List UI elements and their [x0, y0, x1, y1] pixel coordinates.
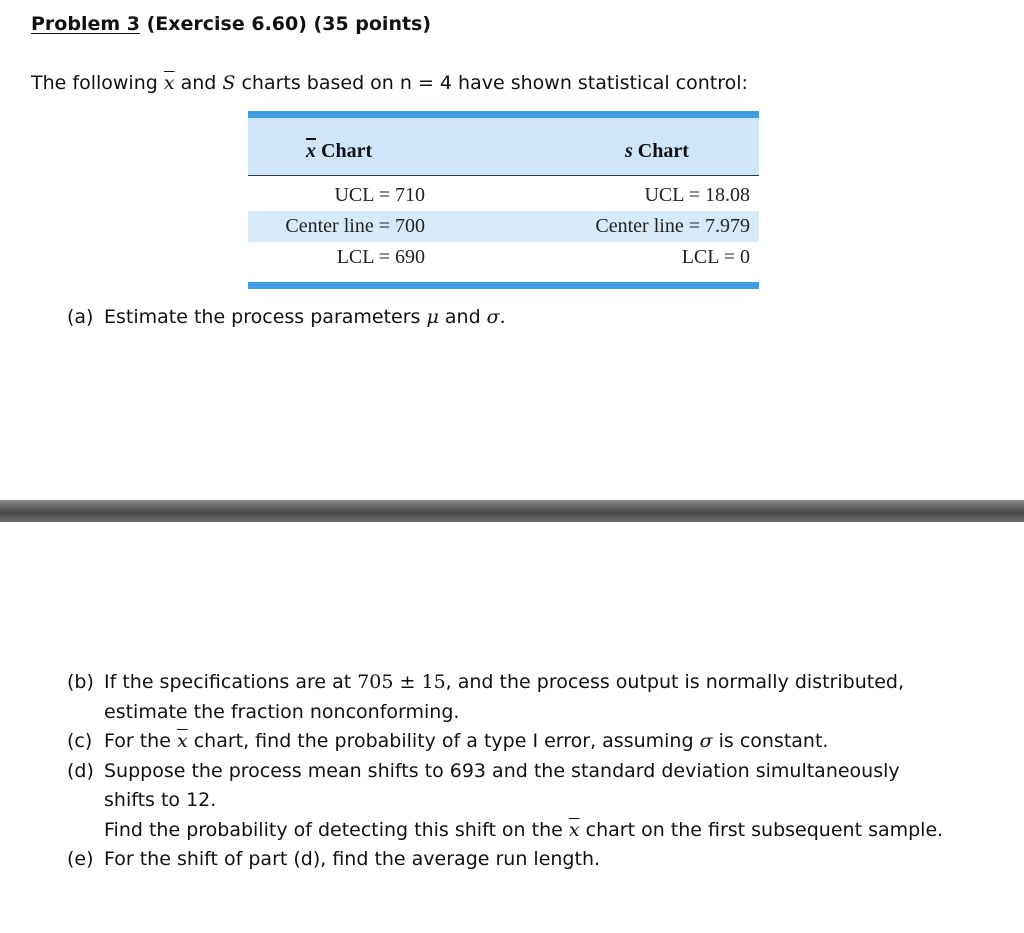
xbar-header-label: Chart [316, 140, 373, 162]
spec-value: 705 ± 15 [357, 671, 446, 693]
qc-t3: is constant. [712, 730, 829, 752]
question-text: estimate the fraction nonconforming. [104, 701, 460, 723]
question-text: For the shift of part (d), find the average run length. [104, 848, 601, 870]
s-chart-header [625, 140, 689, 163]
xbar-symbol: $\overline{x}$ [568, 819, 580, 841]
xbar-chart-header [306, 140, 372, 163]
qb-t1: If the specifications are at [104, 671, 358, 693]
table-top-bar [248, 111, 759, 118]
problem-number: Problem 3 [31, 13, 140, 35]
xbar-ucl: UCL = 710 [334, 184, 425, 206]
qc-t2: chart, find the probability of a type I error, assuming [187, 730, 700, 752]
qa-t3: . [499, 306, 506, 328]
table-row [248, 211, 759, 242]
table-bottom-bar [248, 282, 759, 289]
question-label: (d) [67, 760, 94, 782]
page-divider [0, 500, 1024, 522]
question-text [104, 730, 828, 752]
question-text [104, 671, 904, 693]
sigma-symbol: σ [486, 306, 500, 328]
xbar-lcl: LCL = 690 [336, 246, 425, 268]
question-label: (a) [67, 306, 94, 328]
intro-text [31, 72, 748, 94]
intro-part1: The following [31, 72, 164, 94]
question-text [104, 819, 943, 841]
table-header [248, 118, 759, 175]
xbar-symbol: $\overline{x}$ [163, 72, 175, 94]
question-label: (c) [67, 730, 93, 752]
s-symbol: S [222, 72, 236, 94]
problem-title [31, 13, 431, 35]
table-row [248, 180, 759, 211]
qd-t2: chart on the first subsequent sample. [579, 819, 944, 841]
s-lcl: LCL = 0 [681, 246, 750, 268]
table-row [248, 242, 759, 273]
xbar-header-symbol: $\overline{x}$ [306, 140, 316, 162]
intro-part3: charts based on n = 4 have shown statistical control: [235, 72, 748, 94]
s-center-line: Center line = 7.979 [595, 215, 750, 237]
question-label: (e) [67, 848, 94, 870]
question-text: Suppose the process mean shifts to 693 and the standard deviation simultaneously [104, 760, 900, 782]
control-limits-table [248, 111, 759, 291]
intro-part2: and [174, 72, 223, 94]
qc-t1: For the [104, 730, 177, 752]
qd-t1: Find the probability of detecting this shift on the [104, 819, 569, 841]
question-text: shifts to 12. [104, 789, 217, 811]
table-header-rule [248, 175, 759, 176]
qa-t2: and [438, 306, 487, 328]
question-label: (b) [67, 671, 94, 693]
xbar-symbol: $\overline{x}$ [176, 730, 188, 752]
xbar-center-line: Center line = 700 [285, 215, 425, 237]
s-ucl: UCL = 18.08 [644, 184, 750, 206]
qa-t1: Estimate the process parameters [104, 306, 427, 328]
sigma-symbol: σ [699, 730, 713, 752]
mu-symbol: μ [426, 306, 439, 328]
s-header-symbol: s [625, 140, 633, 162]
qb-t2: , and the process output is normally distributed, [445, 671, 904, 693]
question-text [104, 306, 506, 328]
s-header-label: Chart [632, 140, 689, 162]
problem-subtitle: (Exercise 6.60) (35 points) [139, 13, 432, 35]
